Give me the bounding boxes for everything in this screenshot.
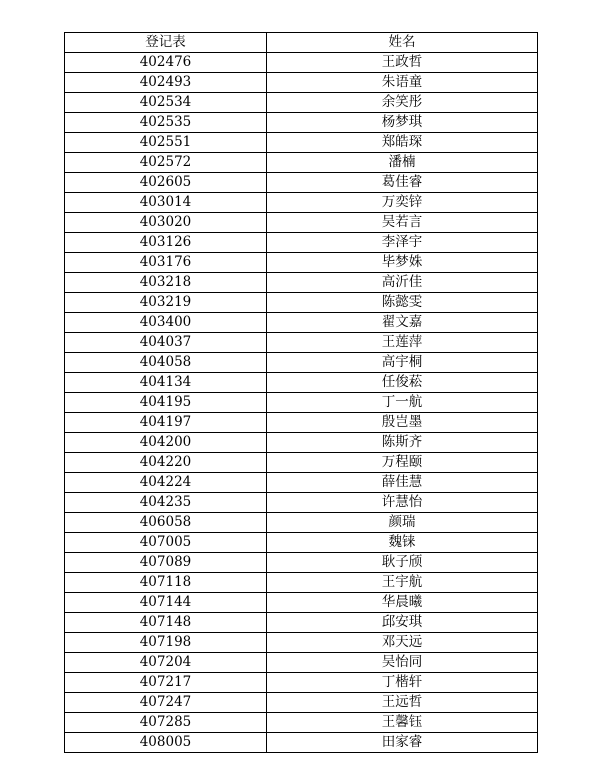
name-cell: 李泽宇 <box>267 233 538 253</box>
registration-number-cell: 407198 <box>65 633 267 653</box>
table-row <box>65 453 538 473</box>
registration-table <box>64 32 538 753</box>
name-cell: 王远哲 <box>267 693 538 713</box>
table-row <box>65 713 538 733</box>
registration-number-cell: 404134 <box>65 373 267 393</box>
name-cell: 万奕锌 <box>267 193 538 213</box>
registration-number-cell: 402534 <box>65 93 267 113</box>
name-cell: 魏铼 <box>267 533 538 553</box>
table-row <box>65 153 538 173</box>
name-cell: 王政哲 <box>267 53 538 73</box>
registration-number-cell: 402535 <box>65 113 267 133</box>
name-cell: 杨梦琪 <box>267 113 538 133</box>
name-cell: 陈懿雯 <box>267 293 538 313</box>
name-cell: 邱安琪 <box>267 613 538 633</box>
table-row <box>65 73 538 93</box>
table-row <box>65 133 538 153</box>
registration-number-cell: 407247 <box>65 693 267 713</box>
name-cell: 许慧怡 <box>267 493 538 513</box>
registration-number-cell: 407285 <box>65 713 267 733</box>
registration-number-cell: 402476 <box>65 53 267 73</box>
table-row <box>65 313 538 333</box>
table-row <box>65 373 538 393</box>
table-row <box>65 733 538 753</box>
registration-number-cell: 407144 <box>65 593 267 613</box>
table-row <box>65 473 538 493</box>
table-row <box>65 93 538 113</box>
header-name: 姓名 <box>267 33 538 53</box>
name-cell: 高沂佳 <box>267 273 538 293</box>
table-row <box>65 493 538 513</box>
name-cell: 王宇航 <box>267 573 538 593</box>
table-row <box>65 433 538 453</box>
name-cell: 颜瑞 <box>267 513 538 533</box>
table-row <box>65 353 538 373</box>
name-cell: 丁一航 <box>267 393 538 413</box>
name-cell: 潘楠 <box>267 153 538 173</box>
name-cell: 吴怡同 <box>267 653 538 673</box>
registration-number-cell: 407217 <box>65 673 267 693</box>
table-row <box>65 193 538 213</box>
name-cell: 葛佳睿 <box>267 173 538 193</box>
registration-number-cell: 403400 <box>65 313 267 333</box>
table-row <box>65 253 538 273</box>
registration-number-cell: 403219 <box>65 293 267 313</box>
registration-number-cell: 407118 <box>65 573 267 593</box>
registration-number-cell: 407005 <box>65 533 267 553</box>
table-row <box>65 653 538 673</box>
table-row <box>65 113 538 133</box>
table-row <box>65 53 538 73</box>
table-row <box>65 273 538 293</box>
name-cell: 高宇桐 <box>267 353 538 373</box>
name-cell: 王馨钰 <box>267 713 538 733</box>
table-body <box>65 53 538 753</box>
registration-number-cell: 407089 <box>65 553 267 573</box>
name-cell: 翟文嘉 <box>267 313 538 333</box>
table-row <box>65 173 538 193</box>
registration-number-cell: 404058 <box>65 353 267 373</box>
registration-number-cell: 404224 <box>65 473 267 493</box>
header-registration: 登记表 <box>65 33 267 53</box>
table-row <box>65 333 538 353</box>
name-cell: 余笑彤 <box>267 93 538 113</box>
name-cell: 丁楷轩 <box>267 673 538 693</box>
table-row <box>65 633 538 653</box>
registration-number-cell: 402551 <box>65 133 267 153</box>
name-cell: 殷岂墨 <box>267 413 538 433</box>
registration-number-cell: 408005 <box>65 733 267 753</box>
registration-number-cell: 404220 <box>65 453 267 473</box>
name-cell: 薛佳慧 <box>267 473 538 493</box>
table-row <box>65 613 538 633</box>
table-row <box>65 673 538 693</box>
name-cell: 耿子颀 <box>267 553 538 573</box>
table-row <box>65 413 538 433</box>
registration-number-cell: 402605 <box>65 173 267 193</box>
registration-number-cell: 403020 <box>65 213 267 233</box>
table-row <box>65 553 538 573</box>
registration-number-cell: 404235 <box>65 493 267 513</box>
registration-number-cell: 407148 <box>65 613 267 633</box>
name-cell: 朱语童 <box>267 73 538 93</box>
name-cell: 王莲萍 <box>267 333 538 353</box>
registration-number-cell: 402493 <box>65 73 267 93</box>
registration-number-cell: 406058 <box>65 513 267 533</box>
registration-number-cell: 404200 <box>65 433 267 453</box>
registration-number-cell: 404197 <box>65 413 267 433</box>
table-row <box>65 573 538 593</box>
name-cell: 陈斯齐 <box>267 433 538 453</box>
table-row <box>65 533 538 553</box>
table-row <box>65 693 538 713</box>
name-cell: 华晨曦 <box>267 593 538 613</box>
name-cell: 郑皓琛 <box>267 133 538 153</box>
registration-number-cell: 403126 <box>65 233 267 253</box>
name-cell: 任俊菘 <box>267 373 538 393</box>
registration-number-cell: 403218 <box>65 273 267 293</box>
name-cell: 万程颐 <box>267 453 538 473</box>
table-row <box>65 213 538 233</box>
table-row <box>65 513 538 533</box>
name-cell: 田家睿 <box>267 733 538 753</box>
table-row <box>65 593 538 613</box>
name-cell: 毕梦姝 <box>267 253 538 273</box>
registration-number-cell: 403014 <box>65 193 267 213</box>
table-row <box>65 233 538 253</box>
table-row <box>65 393 538 413</box>
registration-number-cell: 403176 <box>65 253 267 273</box>
registration-number-cell: 407204 <box>65 653 267 673</box>
name-cell: 邓天远 <box>267 633 538 653</box>
header-row <box>65 33 538 53</box>
registration-number-cell: 404037 <box>65 333 267 353</box>
registration-number-cell: 402572 <box>65 153 267 173</box>
table-row <box>65 293 538 313</box>
name-cell: 吴若言 <box>267 213 538 233</box>
registration-number-cell: 404195 <box>65 393 267 413</box>
